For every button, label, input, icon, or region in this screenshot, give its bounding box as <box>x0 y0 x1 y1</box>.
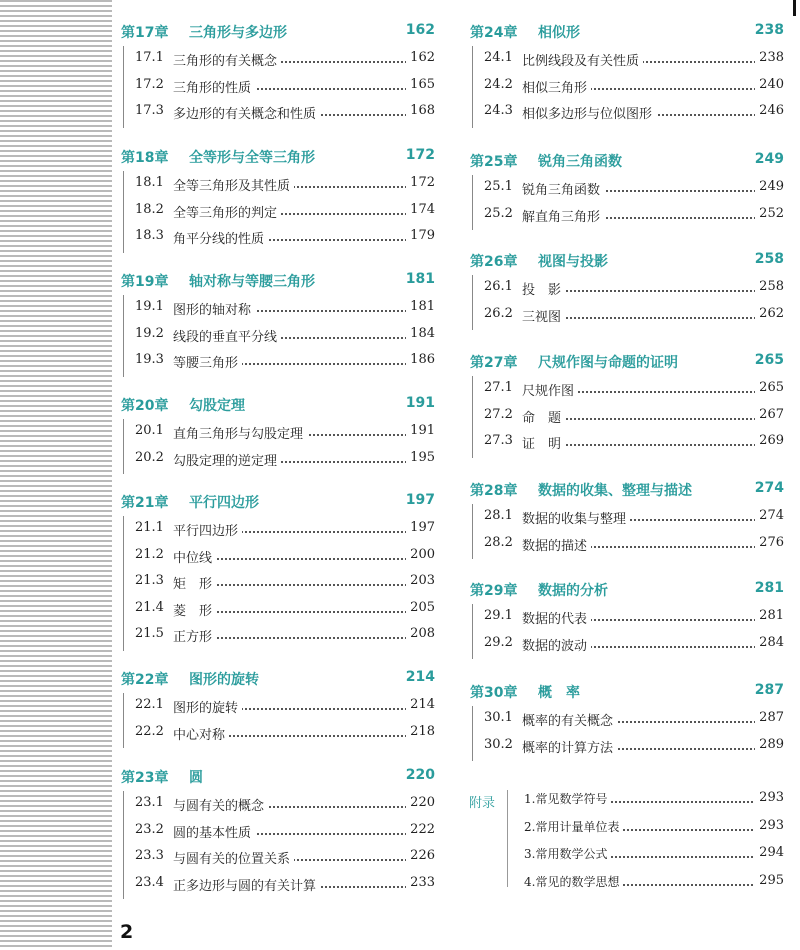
section-title: 三角形的有关概念 <box>173 50 281 69</box>
section-number: 26.2 <box>484 305 513 321</box>
section-number: 30.2 <box>484 736 513 752</box>
section-title: 数据的收集与整理 <box>522 508 630 527</box>
section-page: 284 <box>755 635 784 650</box>
chapter-heading[interactable] <box>470 251 784 273</box>
chapter-page: 181 <box>405 271 435 287</box>
section-entry[interactable] <box>121 795 435 815</box>
chapter-heading[interactable] <box>121 395 435 417</box>
section-number: 23.1 <box>135 795 164 810</box>
section-title: 三角形的性质 <box>173 77 255 96</box>
chapter-title: 概 率 <box>538 685 580 701</box>
section-entry[interactable] <box>470 206 784 226</box>
section-entry[interactable] <box>470 306 784 326</box>
section-entry[interactable] <box>121 600 435 620</box>
section-entry[interactable] <box>121 103 435 123</box>
section-entry[interactable] <box>470 179 784 199</box>
chapter-number: 第21章 <box>121 495 169 511</box>
chapter-number: 第27章 <box>470 355 518 371</box>
chapter-heading[interactable] <box>470 480 784 502</box>
section-entry[interactable] <box>470 407 784 427</box>
section-page: 289 <box>755 737 784 752</box>
section-number: 20.1 <box>135 423 164 438</box>
page-number: 2 <box>120 921 134 943</box>
section-page: 281 <box>755 608 784 623</box>
section-title: 等腰三角形 <box>173 352 242 371</box>
section-number: 29.2 <box>484 634 513 650</box>
appendix-item[interactable] <box>470 845 784 865</box>
section-entry[interactable] <box>121 573 435 593</box>
section-title: 数据的波动 <box>522 635 591 654</box>
chapter-heading[interactable] <box>470 352 784 374</box>
chapter-number: 第18章 <box>121 150 169 166</box>
chapter-page: 287 <box>754 682 784 698</box>
section-title: 中位线 <box>173 547 216 566</box>
section-page: 233 <box>406 875 435 890</box>
section-page: 205 <box>406 600 435 615</box>
appendix-item-page: 293 <box>755 818 784 833</box>
chapter-page: 214 <box>405 669 435 685</box>
chapter-title: 轴对称与等腰三角形 <box>189 274 315 290</box>
section-page: 186 <box>406 352 435 367</box>
chapter-number: 第22章 <box>121 672 169 688</box>
section-title: 图形的旋转 <box>173 697 242 716</box>
section-number: 28.1 <box>484 508 513 523</box>
section-entry[interactable] <box>121 352 435 372</box>
chapter-number: 第19章 <box>121 274 169 290</box>
section-title: 比例线段及有关性质 <box>522 50 643 69</box>
section-page: 203 <box>406 573 435 588</box>
section-title: 相似三角形 <box>522 77 591 96</box>
chapter-page: 197 <box>405 492 435 508</box>
section-entry[interactable] <box>121 520 435 540</box>
section-page: 274 <box>755 508 784 523</box>
section-entry[interactable] <box>470 103 784 123</box>
section-entry[interactable] <box>121 547 435 567</box>
section-title: 正多边形与圆的有关计算 <box>173 875 320 894</box>
chapter-heading[interactable] <box>121 669 435 691</box>
section-entry[interactable] <box>470 380 784 400</box>
section-number: 23.2 <box>135 821 164 837</box>
section-page: 287 <box>755 710 784 725</box>
chapter-page: 191 <box>405 395 435 411</box>
section-title: 多边形的有关概念和性质 <box>173 103 320 122</box>
section-number: 21.5 <box>135 626 164 641</box>
section-page: 262 <box>755 306 784 321</box>
section-page: 249 <box>755 179 784 194</box>
appendix-item-title: 4.常见的数学思想 <box>524 873 623 890</box>
section-number: 27.1 <box>484 380 513 395</box>
section-title: 三视图 <box>522 306 565 325</box>
chapter-heading[interactable] <box>121 22 435 44</box>
section-title: 菱 形 <box>173 600 216 619</box>
section-number: 23.3 <box>135 848 164 863</box>
chapter-heading[interactable] <box>470 151 784 173</box>
section-entry[interactable] <box>470 77 784 97</box>
section-entry[interactable] <box>121 50 435 70</box>
section-entry[interactable] <box>121 822 435 842</box>
appendix-item-page: 293 <box>755 790 784 805</box>
section-number: 24.3 <box>484 103 513 118</box>
chapter-number: 第23章 <box>121 770 169 786</box>
section-number: 25.2 <box>484 205 513 221</box>
section-page: 276 <box>755 535 784 550</box>
appendix-item[interactable] <box>470 790 784 810</box>
chapter-heading[interactable] <box>470 682 784 704</box>
section-entry[interactable] <box>121 175 435 195</box>
section-page: 181 <box>406 299 435 314</box>
section-number: 24.2 <box>484 76 513 92</box>
section-entry[interactable] <box>470 279 784 299</box>
section-entry[interactable] <box>121 326 435 346</box>
section-number: 18.1 <box>135 175 164 190</box>
appendix-item[interactable] <box>470 873 784 893</box>
section-page: 218 <box>406 724 435 739</box>
section-page: 267 <box>755 407 784 422</box>
chapter-number: 第26章 <box>470 254 518 270</box>
section-entry[interactable] <box>121 423 435 443</box>
section-title: 勾股定理的逆定理 <box>173 450 281 469</box>
chapter-heading[interactable] <box>470 580 784 602</box>
section-number: 27.3 <box>484 433 513 448</box>
section-number: 17.1 <box>135 50 164 65</box>
section-page: 191 <box>406 423 435 438</box>
section-number: 20.2 <box>135 449 164 465</box>
chapter-page: 220 <box>405 767 435 783</box>
section-number: 21.2 <box>135 546 164 562</box>
section-entry[interactable] <box>121 228 435 248</box>
section-page: 174 <box>406 202 435 217</box>
chapter-heading[interactable] <box>121 147 435 169</box>
chapter-title: 图形的旋转 <box>189 672 259 688</box>
section-number: 28.2 <box>484 534 513 550</box>
section-number: 24.1 <box>484 50 513 65</box>
section-number: 21.3 <box>135 573 164 588</box>
section-title: 全等三角形及其性质 <box>173 175 294 194</box>
chapter-title: 全等形与全等三角形 <box>189 150 315 166</box>
section-number: 22.1 <box>135 697 164 712</box>
section-entry[interactable] <box>121 77 435 97</box>
section-title: 圆的基本性质 <box>173 822 255 841</box>
section-title: 数据的描述 <box>522 535 591 554</box>
section-page: 197 <box>406 520 435 535</box>
section-number: 19.3 <box>135 352 164 367</box>
chapter-title: 数据的分析 <box>538 583 608 599</box>
section-entry[interactable] <box>470 535 784 555</box>
section-page: 265 <box>755 380 784 395</box>
section-title: 锐角三角函数 <box>522 179 604 198</box>
chapter-number: 第25章 <box>470 154 518 170</box>
section-number: 17.3 <box>135 103 164 118</box>
section-page: 208 <box>406 626 435 641</box>
chapter-page: 274 <box>754 480 784 496</box>
chapter-page: 249 <box>754 151 784 167</box>
chapter-page: 281 <box>754 580 784 596</box>
section-entry[interactable] <box>121 697 435 717</box>
section-page: 269 <box>755 433 784 448</box>
section-number: 18.2 <box>135 201 164 217</box>
chapter-title: 数据的收集、整理与描述 <box>538 483 692 499</box>
chapter-number: 第30章 <box>470 685 518 701</box>
section-title: 线段的垂直平分线 <box>173 326 281 345</box>
chapter-page: 172 <box>405 147 435 163</box>
chapter-page: 238 <box>754 22 784 38</box>
chapter-title: 勾股定理 <box>189 398 245 414</box>
chapter-number: 第20章 <box>121 398 169 414</box>
chapter-title: 圆 <box>189 770 203 786</box>
section-page: 220 <box>406 795 435 810</box>
section-title: 与圆有关的概念 <box>173 795 268 814</box>
section-entry[interactable] <box>470 50 784 70</box>
section-title: 尺规作图 <box>522 380 578 399</box>
section-page: 195 <box>406 450 435 465</box>
section-title: 数据的代表 <box>522 608 591 627</box>
section-page: 252 <box>755 206 784 221</box>
section-page: 240 <box>755 77 784 92</box>
section-entry[interactable] <box>121 299 435 319</box>
appendix-label: 附录 <box>469 796 496 811</box>
section-entry[interactable] <box>470 433 784 453</box>
section-page: 214 <box>406 697 435 712</box>
section-page: 222 <box>406 822 435 837</box>
section-entry[interactable] <box>470 508 784 528</box>
section-page: 168 <box>406 103 435 118</box>
section-title: 证 明 <box>522 433 565 452</box>
section-page: 184 <box>406 326 435 341</box>
section-title: 角平分线的性质 <box>173 228 268 247</box>
chapter-page: 258 <box>754 251 784 267</box>
section-entry[interactable] <box>121 626 435 646</box>
section-entry[interactable] <box>470 737 784 757</box>
section-entry[interactable] <box>121 875 435 895</box>
section-page: 165 <box>406 77 435 92</box>
section-page: 200 <box>406 547 435 562</box>
section-title: 正方形 <box>173 626 216 645</box>
chapter-page: 265 <box>754 352 784 368</box>
section-number: 22.2 <box>135 723 164 739</box>
chapter-title: 相似形 <box>538 25 580 41</box>
chapter-title: 三角形与多边形 <box>189 25 287 41</box>
section-number: 27.2 <box>484 406 513 422</box>
section-entry[interactable] <box>470 608 784 628</box>
chapter-page: 162 <box>405 22 435 38</box>
section-page: 226 <box>406 848 435 863</box>
decorative-stripes <box>0 0 112 950</box>
section-number: 29.1 <box>484 608 513 623</box>
chapter-number: 第28章 <box>470 483 518 499</box>
appendix-item-title: 3.常用数学公式 <box>524 845 611 862</box>
appendix-item-title: 1.常见数学符号 <box>524 790 611 807</box>
appendix-item-title: 2.常用计量单位表 <box>524 818 623 835</box>
section-number: 18.3 <box>135 228 164 243</box>
section-number: 17.2 <box>135 76 164 92</box>
section-page: 162 <box>406 50 435 65</box>
appendix-item-page: 294 <box>755 845 784 860</box>
section-number: 21.1 <box>135 520 164 535</box>
chapter-number: 第29章 <box>470 583 518 599</box>
section-title: 矩 形 <box>173 573 216 592</box>
section-title: 相似多边形与位似图形 <box>522 103 656 122</box>
corner-mark <box>793 0 796 16</box>
section-number: 23.4 <box>135 874 164 890</box>
section-number: 26.1 <box>484 279 513 294</box>
section-title: 命 题 <box>522 407 565 426</box>
chapter-number: 第24章 <box>470 25 518 41</box>
chapter-heading[interactable] <box>470 22 784 44</box>
section-title: 与圆有关的位置关系 <box>173 848 294 867</box>
chapter-heading[interactable] <box>121 271 435 293</box>
section-entry[interactable] <box>121 724 435 744</box>
section-number: 19.2 <box>135 325 164 341</box>
section-entry[interactable] <box>121 848 435 868</box>
appendix-item-page: 295 <box>755 873 784 888</box>
appendix-divider <box>507 790 508 887</box>
section-title: 概率的计算方法 <box>522 737 617 756</box>
section-title: 全等三角形的判定 <box>173 202 281 221</box>
section-title: 概率的有关概念 <box>522 710 617 729</box>
section-title: 直角三角形与勾股定理 <box>173 423 307 442</box>
section-entry[interactable] <box>470 710 784 730</box>
section-number: 19.1 <box>135 299 164 314</box>
chapter-number: 第17章 <box>121 25 169 41</box>
section-title: 投 影 <box>522 279 565 298</box>
chapter-title: 视图与投影 <box>538 254 608 270</box>
section-number: 25.1 <box>484 179 513 194</box>
section-title: 中心对称 <box>173 724 229 743</box>
section-number: 21.4 <box>135 599 164 615</box>
section-page: 246 <box>755 103 784 118</box>
section-page: 238 <box>755 50 784 65</box>
chapter-title: 平行四边形 <box>189 495 259 511</box>
section-number: 30.1 <box>484 710 513 725</box>
chapter-heading[interactable] <box>121 492 435 514</box>
section-entry[interactable] <box>121 450 435 470</box>
chapter-title: 锐角三角函数 <box>538 154 622 170</box>
section-entry[interactable] <box>121 202 435 222</box>
appendix-item[interactable] <box>470 818 784 838</box>
section-entry[interactable] <box>470 635 784 655</box>
section-page: 258 <box>755 279 784 294</box>
section-title: 解直角三角形 <box>522 206 604 225</box>
chapter-heading[interactable] <box>121 767 435 789</box>
section-page: 179 <box>406 228 435 243</box>
section-title: 图形的轴对称 <box>173 299 255 318</box>
chapter-title: 尺规作图与命题的证明 <box>538 355 678 371</box>
section-page: 172 <box>406 175 435 190</box>
section-title: 平行四边形 <box>173 520 242 539</box>
